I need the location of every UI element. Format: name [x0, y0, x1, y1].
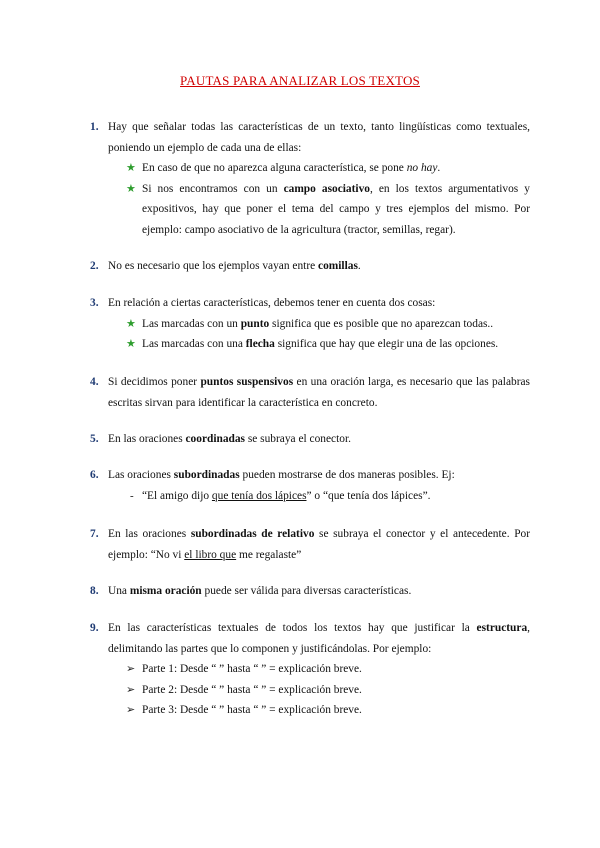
- arrow-icon: ➢: [126, 704, 136, 717]
- item-number: 4.: [90, 376, 99, 388]
- item-number: 7.: [90, 528, 99, 540]
- sub-item: ★ Si nos encontramos con un campo asociativo, en los textos argumentativos y expositivos, hay que poner el tema del campo y tres ejemplos del mismo. Por ejemplo: campo asociativo de la agricultura (tractor, semillas, regar).: [142, 179, 530, 241]
- item-number: 6.: [90, 469, 99, 481]
- star-icon: ★: [126, 162, 136, 175]
- item-number: 5.: [90, 433, 99, 445]
- item-number: 9.: [90, 622, 99, 634]
- list-item-4: [90, 372, 530, 413]
- list-item-1: [90, 117, 530, 241]
- list-item-8: [90, 581, 530, 602]
- item-text: No es necesario que los ejemplos vayan entre comillas.: [108, 260, 361, 272]
- list-item-5: [90, 429, 530, 450]
- item-text: En relación a ciertas características, debemos tener en cuenta dos cosas:: [108, 297, 436, 309]
- list-item-3: [90, 293, 530, 355]
- structure-part: ➢ Parte 3: Desde “ ” hasta “ ” = explicación breve.: [142, 700, 530, 721]
- item-number: 3.: [90, 297, 99, 309]
- item-number: 1.: [90, 121, 99, 133]
- example-line: - “El amigo dijo que tenía dos lápices” o “que tenía dos lápices”.: [142, 486, 530, 507]
- sub-item: ★ Las marcadas con un punto significa que es posible que no aparezcan todas..: [142, 314, 530, 335]
- item-number: 2.: [90, 260, 99, 272]
- star-icon: ★: [126, 182, 136, 195]
- structure-part: ➢ Parte 1: Desde “ ” hasta “ ” = explicación breve.: [142, 659, 530, 680]
- page-title: PAUTAS PARA ANALIZAR LOS TEXTOS: [180, 73, 420, 88]
- list-item-2: [90, 256, 530, 277]
- arrow-icon: ➢: [126, 663, 136, 676]
- list-item-9: [90, 618, 530, 721]
- sub-item: ★ Las marcadas con una flecha significa que hay que elegir una de las opciones.: [142, 334, 530, 355]
- list-item-6: [90, 465, 530, 506]
- dash-icon: -: [130, 489, 134, 502]
- item-text: En las oraciones coordinadas se subraya el conector.: [108, 433, 351, 445]
- star-icon: ★: [126, 338, 136, 351]
- item-text: Una misma oración puede ser válida para diversas características.: [108, 585, 412, 597]
- sub-item: ★ En caso de que no aparezca alguna característica, se pone no hay.: [142, 158, 530, 179]
- item-text: En las oraciones subordinadas de relativo se subraya el conector y el antecedente. Por ejemplo: “No vi el libro que me regalaste”: [108, 528, 531, 561]
- item-text: Si decidimos poner puntos suspensivos en una oración larga, es necesario que las palabras escritas sirvan para identificar la característica en concreto.: [108, 376, 530, 409]
- star-icon: ★: [126, 317, 136, 330]
- item-text: Las oraciones subordinadas pueden mostrarse de dos maneras posibles. Ej:: [108, 469, 455, 481]
- structure-part: ➢ Parte 2: Desde “ ” hasta “ ” = explicación breve.: [142, 680, 530, 701]
- list-item-7: [90, 524, 530, 565]
- item-text: En las características textuales de todos los textos hay que justificar la estructura, delimitando las partes que lo componen y justificándolas. Por ejemplo:: [108, 622, 530, 655]
- arrow-icon: ➢: [126, 683, 136, 696]
- item-number: 8.: [90, 585, 99, 597]
- item-text: Hay que señalar todas las características de un texto, tanto lingüísticas como textuales, poniendo un ejemplo de cada una de ellas:: [108, 121, 530, 154]
